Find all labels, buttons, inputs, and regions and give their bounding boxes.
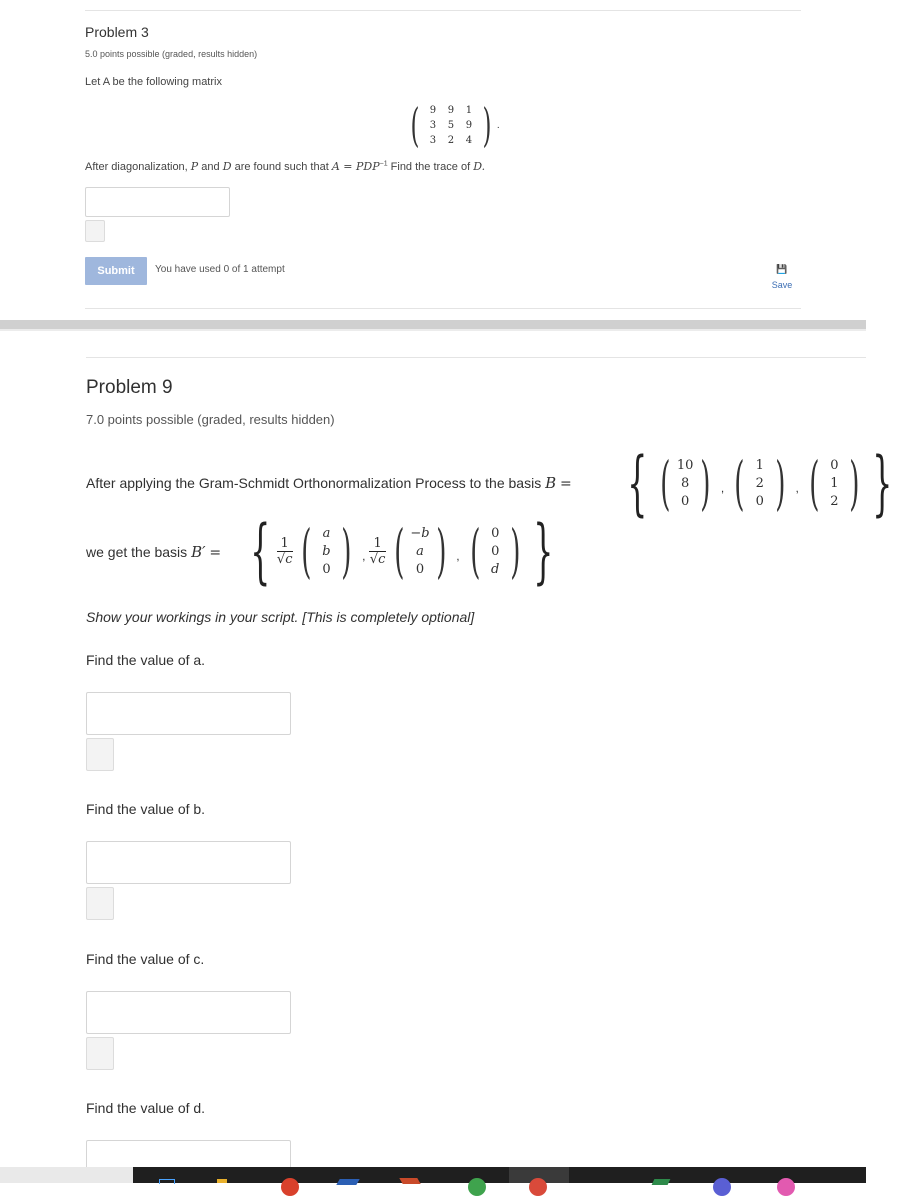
equals-sign-2: =: [209, 545, 222, 561]
matrix-entry: 3: [429, 119, 437, 131]
we-get-text: we get the basis: [86, 544, 188, 560]
file-explorer-icon[interactable]: [217, 1179, 227, 1183]
top-divider: [85, 10, 801, 11]
matrix-entry: 4: [465, 134, 473, 146]
problem-3-status-box: [85, 220, 105, 242]
question-d: Find the value of d.: [86, 1100, 206, 1116]
bprime-statement: [86, 543, 221, 561]
active-app-icon: [529, 1178, 547, 1196]
optional-note: Show your workings in your script. [This is completely optional]: [86, 609, 475, 625]
vector-entry: a: [416, 543, 424, 559]
vector-entry: 8: [681, 475, 690, 491]
column-vector: [388, 517, 453, 585]
fraction-numerator: 1: [277, 536, 293, 552]
left-paren: (: [301, 517, 312, 585]
right-paren: ): [341, 517, 352, 585]
left-paren: (: [734, 449, 745, 517]
answer-c-input[interactable]: [86, 991, 291, 1034]
comma-separator: ,: [456, 549, 460, 563]
problem-3-intro: Let A be the following matrix: [85, 76, 222, 88]
vector-entry: 0: [491, 543, 500, 559]
matrix-entry: 9: [429, 104, 437, 116]
matrix-entry: 1: [465, 104, 473, 116]
math-basis-b: B: [545, 474, 557, 492]
answer-a-status: [86, 738, 114, 771]
math-d-trace: D.: [473, 160, 486, 173]
problem-3-bottom-divider: [85, 308, 801, 309]
column-vector: [654, 449, 717, 517]
comma-separator: ,: [362, 549, 366, 563]
answer-a-input[interactable]: [86, 692, 291, 735]
math-equation: A = PDP: [331, 160, 380, 173]
sqrt-symbol: √: [276, 551, 286, 567]
taskbar: [133, 1167, 866, 1183]
sqrt-radicand: c: [378, 551, 386, 567]
right-paren: ): [775, 449, 786, 517]
left-paren: (: [393, 517, 405, 585]
fraction-one-over-sqrt-c: [369, 536, 385, 567]
vector-entry: 0: [322, 561, 331, 577]
question-c: Find the value of c.: [86, 951, 205, 967]
fraction-denominator: [370, 552, 386, 567]
basis-b-set: [615, 442, 905, 524]
right-paren: ): [510, 517, 521, 585]
problem-9-points: 7.0 points possible (graded, results hidden): [86, 412, 335, 427]
app-icon-green[interactable]: [652, 1179, 671, 1185]
column-vector: [464, 517, 527, 585]
vector-entry: 0: [415, 561, 425, 577]
left-paren: (: [809, 449, 820, 517]
vector-entry: a: [322, 525, 331, 541]
sqrt-radicand: c: [285, 551, 293, 567]
active-app-highlight[interactable]: [509, 1167, 569, 1183]
matrix-a: ( 9 9 1 3 5 9 3 2 4 ) .: [410, 98, 500, 152]
vector-entry: 1: [830, 475, 839, 491]
equals-sign: =: [560, 476, 572, 492]
question-b: Find the value of b.: [86, 801, 206, 817]
left-brace-2: {: [250, 510, 271, 592]
vector-entry: 0: [491, 525, 500, 541]
save-icon: 💾: [776, 264, 788, 274]
submit-button[interactable]: Submit: [85, 257, 147, 285]
math-exponent: −1: [379, 160, 388, 168]
gs-text: After applying the Gram-Schmidt Orthonormalization Process to the basis: [86, 475, 542, 491]
taskbar-search-area[interactable]: [0, 1167, 133, 1183]
problem-3-points: 5.0 points possible (graded, results hidden): [85, 49, 258, 59]
vector-entry: 2: [755, 475, 764, 491]
attempts-text: You have used 0 of 1 attempt: [155, 264, 285, 275]
diag-text-mid: are found such that: [234, 161, 329, 173]
answer-b-input[interactable]: [86, 841, 291, 884]
screenshot-seam: [0, 320, 866, 329]
problem-3-answer-input[interactable]: [85, 187, 230, 217]
vector-entry: 2: [830, 493, 839, 509]
matrix-entry: 3: [429, 134, 437, 146]
vector-entry: 1: [755, 457, 764, 473]
fraction-numerator: 1: [369, 536, 385, 552]
app-icon-blue[interactable]: [336, 1179, 359, 1185]
problem-3-title: Problem 3: [85, 24, 149, 40]
answer-c-status: [86, 1037, 114, 1070]
math-d: D: [222, 160, 232, 173]
vector-entry: 0: [755, 493, 764, 509]
save-button[interactable]: [768, 264, 796, 293]
column-vector: [803, 449, 866, 517]
vector-entry: −b: [410, 525, 430, 541]
problem-9-top-divider: [86, 357, 866, 358]
sqrt-symbol: √: [369, 551, 379, 567]
vector-entry: 0: [830, 457, 839, 473]
right-brace-2: }: [533, 510, 554, 592]
left-paren: (: [469, 517, 480, 585]
problem-3-question: [85, 160, 485, 173]
save-label: Save: [771, 280, 793, 290]
fraction-denominator: [277, 552, 293, 567]
answer-b-status: [86, 887, 114, 920]
diag-text-pre: After diagonalization,: [85, 161, 188, 173]
vector-entry: b: [322, 543, 331, 559]
app-icon-purple[interactable]: [713, 1178, 731, 1196]
column-vector: [295, 517, 358, 585]
left-paren: (: [659, 449, 670, 517]
matrix-entry: 2: [447, 134, 455, 146]
right-paren: ): [700, 449, 711, 517]
gs-statement: [86, 474, 572, 492]
screenshot-seam-shadow: [0, 329, 866, 331]
app-icon-red[interactable]: [281, 1178, 299, 1196]
math-p: P: [190, 160, 199, 173]
task-view-icon[interactable]: [159, 1179, 175, 1184]
problem-9-title: Problem 9: [86, 377, 173, 398]
comma-separator: ,: [795, 481, 799, 495]
app-icon-orange[interactable]: [399, 1178, 420, 1184]
right-paren: ): [435, 517, 447, 585]
diag-text-find: Find the trace of: [390, 161, 471, 173]
basis-bprime-set: [238, 510, 565, 592]
question-a: Find the value of a.: [86, 652, 206, 668]
math-basis-bprime: B′: [191, 543, 206, 561]
vector-entry: d: [491, 561, 500, 577]
left-brace: {: [627, 442, 648, 524]
right-paren: ): [849, 449, 860, 517]
matrix-entry: 9: [447, 104, 455, 116]
diag-text-and: and: [201, 161, 220, 173]
matrix-entry: 5: [447, 119, 455, 131]
matrix-entry: 9: [465, 119, 473, 131]
app-icon-pink[interactable]: [777, 1178, 795, 1196]
vector-entry: 0: [681, 493, 690, 509]
column-vector: [728, 449, 791, 517]
fraction-one-over-sqrt-c: [277, 536, 293, 567]
right-brace: }: [872, 442, 893, 524]
comma-separator: ,: [720, 481, 725, 495]
vector-entry: 10: [676, 457, 694, 473]
chrome-icon[interactable]: [468, 1178, 486, 1196]
